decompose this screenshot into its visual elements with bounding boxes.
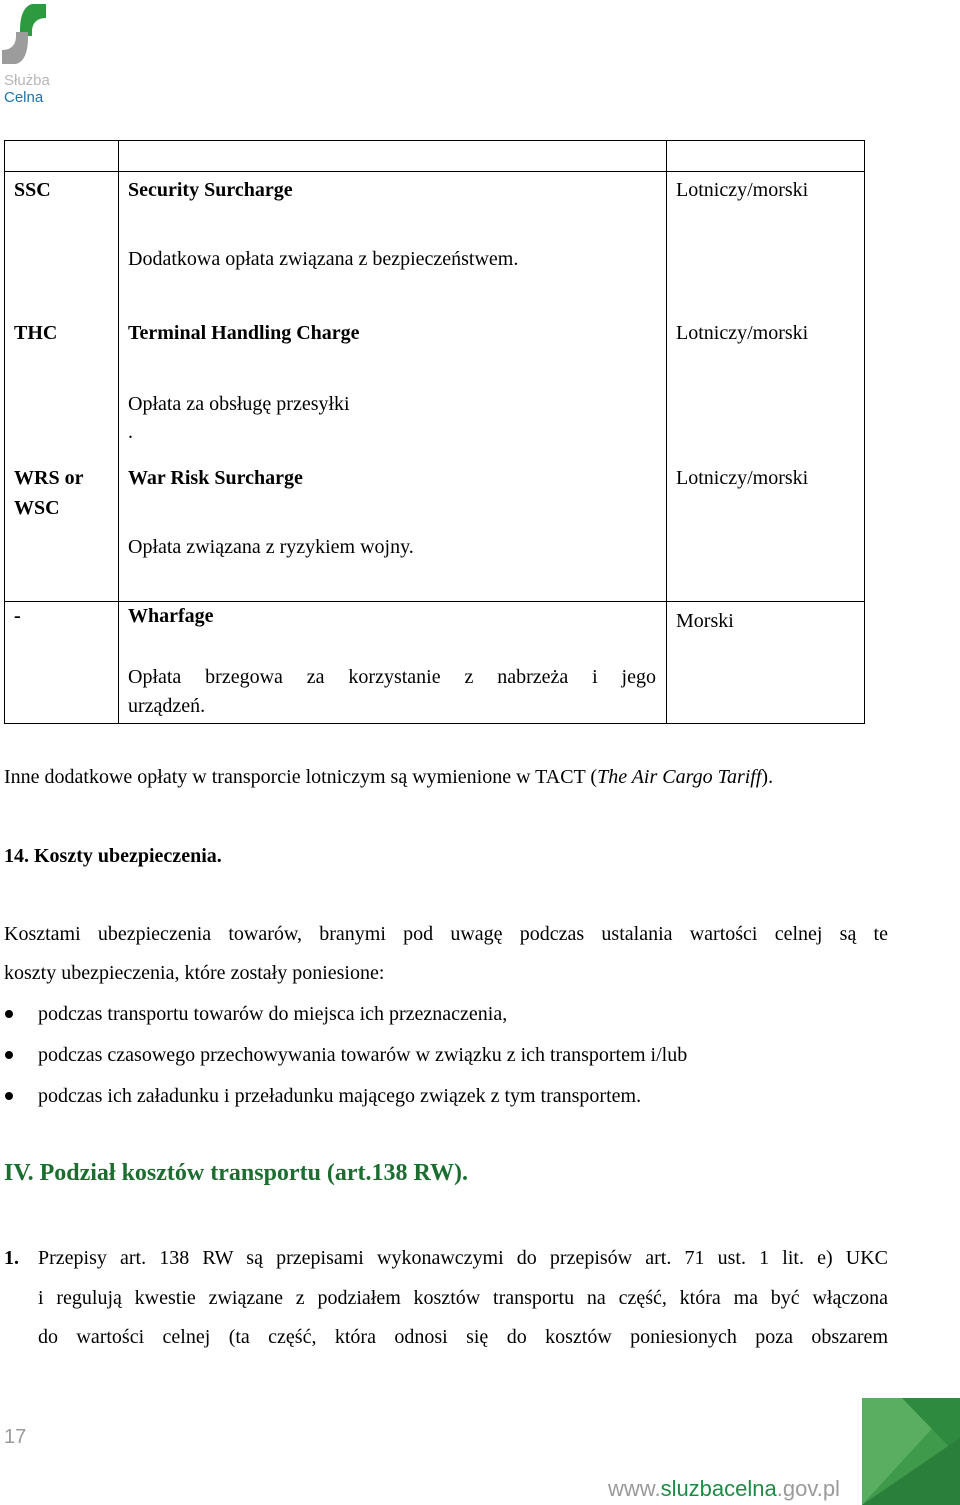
tact-note-before: Inne dodatkowe opłaty w transporcie lotniczym są wymienione w TACT ( bbox=[4, 766, 598, 788]
item-1-line3: do wartości celnej (ta część, która odnosi się do kosztów poniesionych poza obszarem bbox=[38, 1326, 888, 1348]
tact-note-after: ). bbox=[761, 766, 774, 788]
row-code: SSC bbox=[14, 179, 51, 201]
paragraph-line2: koszty ubezpieczenia, które zostały poniesione: bbox=[4, 962, 385, 984]
row-code: - bbox=[14, 605, 21, 627]
corner-graphic-icon bbox=[862, 1398, 960, 1505]
item-1-line2: i regulują kwestie związane z podziałem kosztów transportu na część, która ma być włączona bbox=[38, 1287, 888, 1309]
footer-url-prefix: www. bbox=[608, 1476, 661, 1501]
row-code-cont: WSC bbox=[14, 497, 60, 519]
code-column bbox=[4, 171, 119, 602]
row-desc: Opłata związana z ryzykiem wojny. bbox=[128, 536, 414, 558]
row-name: War Risk Surcharge bbox=[128, 467, 303, 489]
tact-note bbox=[4, 764, 773, 790]
logo-line1: Służba bbox=[4, 72, 50, 89]
row-desc: Dodatkowa opłata związana z bezpieczeństwem. bbox=[128, 248, 519, 270]
row-desc-cont: urządzeń. bbox=[128, 695, 206, 717]
row-mode: Lotniczy/morski bbox=[676, 322, 809, 344]
logo-line2: Celna bbox=[4, 89, 44, 106]
page-number: 17 bbox=[4, 1426, 27, 1448]
item-1-number: 1. bbox=[4, 1247, 19, 1269]
bullet-dot-icon bbox=[5, 1092, 13, 1100]
tact-note-italic: The Air Cargo Tariff bbox=[597, 766, 762, 788]
paragraph-line1: Kosztami ubezpieczenia towarów, branymi pod uwagę podczas ustalania wartości celnej są te bbox=[4, 923, 888, 945]
mode-column bbox=[666, 171, 865, 602]
bullet-item-1: podczas transportu towarów do miejsca ich przeznaczenia, bbox=[38, 1003, 508, 1025]
row-name: Wharfage bbox=[128, 605, 214, 627]
row-mode: Lotniczy/morski bbox=[676, 467, 809, 489]
table-row-last-code bbox=[4, 601, 119, 724]
row-name: Security Surcharge bbox=[128, 179, 293, 201]
row-code: WRS or bbox=[14, 467, 84, 489]
footer-url-suffix: .gov.pl bbox=[776, 1476, 840, 1501]
section-iv-heading: IV. Podział kosztów transportu (art.138 RW). bbox=[4, 1160, 469, 1186]
section-14-heading: 14. Koszty ubezpieczenia. bbox=[4, 845, 222, 867]
row-name: Terminal Handling Charge bbox=[128, 322, 360, 344]
table-header-cell bbox=[4, 140, 119, 172]
bullet-dot-icon bbox=[5, 1051, 13, 1059]
footer-website-link[interactable] bbox=[608, 1476, 840, 1502]
logo-wordmark bbox=[4, 72, 50, 106]
table-header-cell bbox=[666, 140, 865, 172]
surcharge-table bbox=[4, 140, 865, 724]
bullet-item-2: podczas czasowego przechowywania towarów w związku z ich transportem i/lub bbox=[38, 1044, 688, 1066]
row-mode: Morski bbox=[676, 610, 734, 632]
row-desc: Opłata za obsługę przesyłki bbox=[128, 393, 350, 415]
item-1-line1: Przepisy art. 138 RW są przepisami wykonawczymi do przepisów art. 71 ust. 1 lit. e) UKC bbox=[38, 1247, 888, 1269]
row-desc: Opłata brzegowa za korzystanie z nabrzeża i jego bbox=[128, 666, 656, 688]
row-desc-cont: . bbox=[128, 421, 133, 443]
table-header-cell bbox=[118, 140, 667, 172]
bullet-item-3: podczas ich załadunku i przeładunku mającego związek z tym transportem. bbox=[38, 1085, 642, 1107]
footer-url-domain: sluzbacelna bbox=[660, 1476, 777, 1501]
sluzba-celna-logo-icon bbox=[2, 2, 46, 66]
row-mode: Lotniczy/morski bbox=[676, 179, 809, 201]
row-code: THC bbox=[14, 322, 58, 344]
bullet-dot-icon bbox=[5, 1010, 13, 1018]
